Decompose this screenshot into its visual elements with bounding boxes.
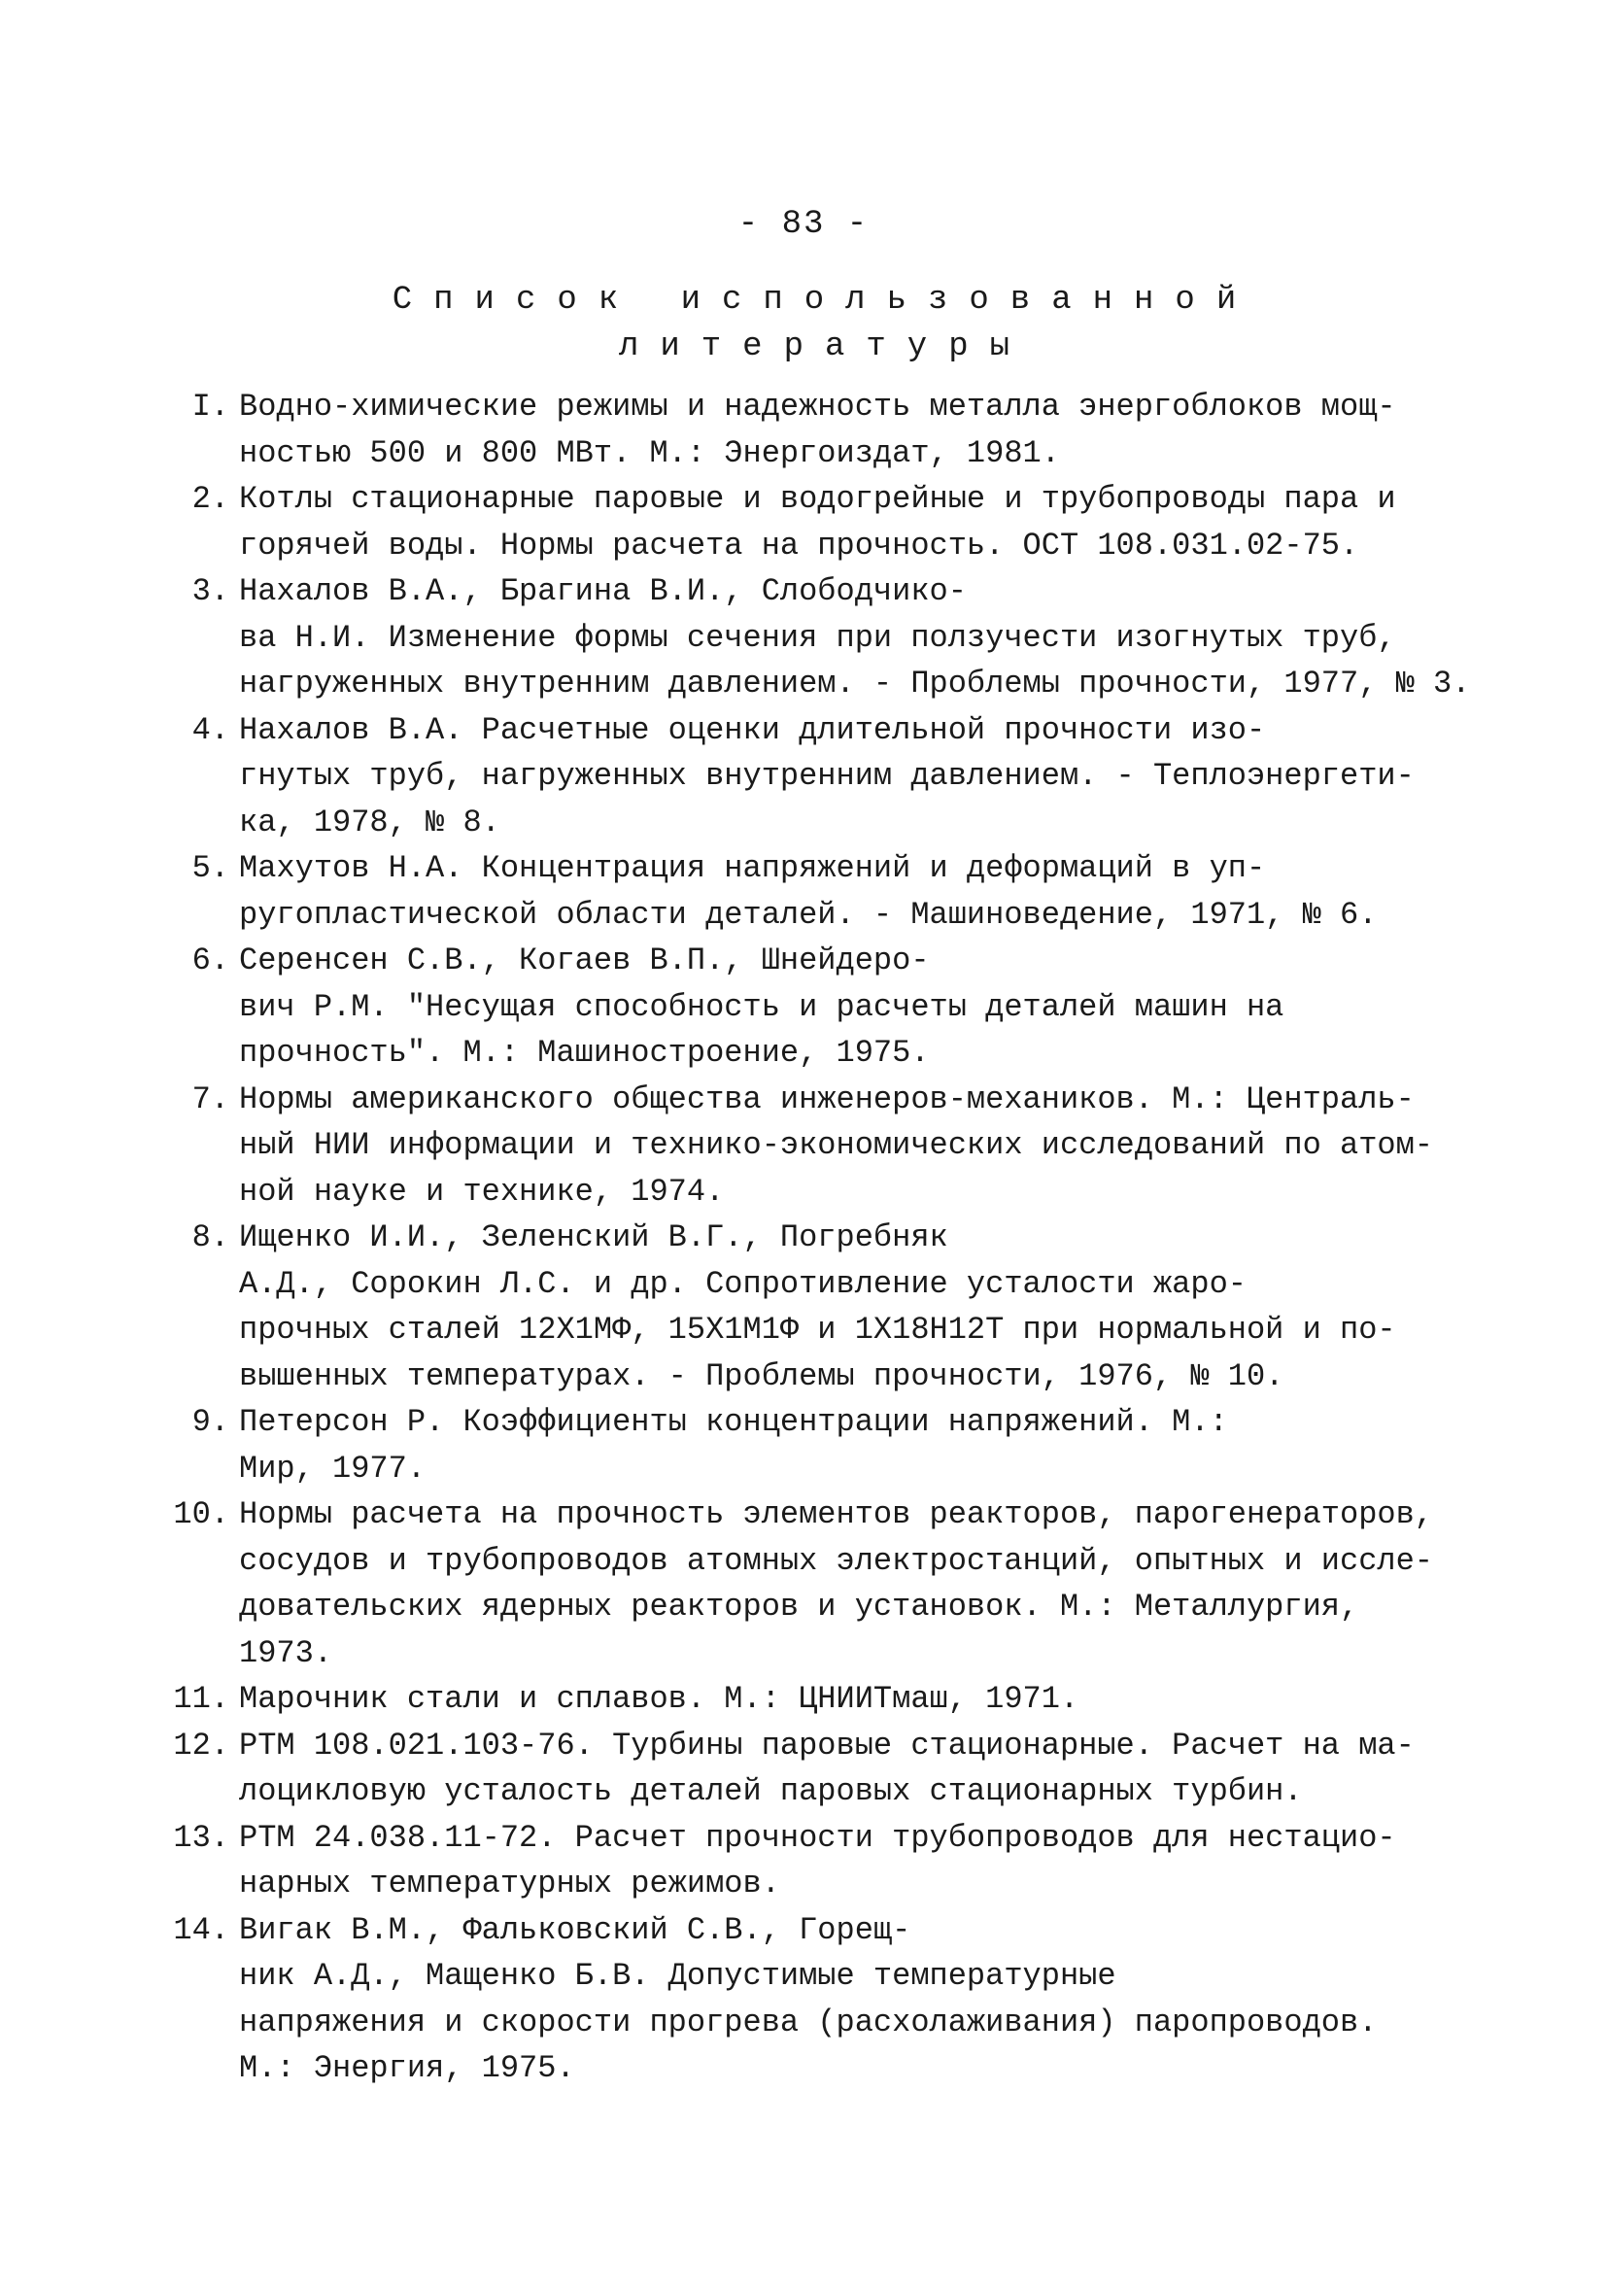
reference-line: ный НИИ информации и технико-экономических исследований по атом- (239, 1127, 1433, 1163)
reference-item (165, 1815, 1457, 1907)
reference-text (239, 707, 1457, 846)
reference-number: 13. (173, 1819, 229, 1856)
reference-item (165, 1399, 1457, 1491)
reference-text (239, 1215, 1457, 1399)
reference-item (165, 476, 1457, 568)
reference-item (165, 1077, 1457, 1216)
reference-item (165, 1676, 1457, 1723)
reference-line: сосудов и трубопроводов атомных электростанций, опытных и иссле- (239, 1542, 1433, 1579)
reference-line: ной науке и технике, 1974. (239, 1173, 725, 1210)
reference-item (165, 1491, 1457, 1676)
reference-item (165, 1215, 1457, 1399)
reference-line: Нахалов В.А., Брагина В.И., Слободчико- (239, 573, 967, 609)
reference-line: РТМ 24.038.11-72. Расчет прочности трубопроводов для нестацио- (239, 1819, 1396, 1856)
section-title-line-2: литературы (618, 328, 1032, 365)
reference-text (239, 1723, 1457, 1815)
reference-text (239, 476, 1457, 568)
reference-line: ник А.Д., Мащенко Б.В. Допустимые температурные (239, 1958, 1116, 1994)
reference-text (239, 1077, 1457, 1216)
reference-text (239, 1491, 1457, 1676)
reference-number: 6. (191, 942, 229, 978)
reference-line: гнутых труб, нагруженных внутренним давлением. - Теплоэнергети- (239, 758, 1415, 794)
reference-number: 9. (191, 1404, 229, 1440)
reference-line: Ищенко И.И., Зеленский В.Г., Погребняк (239, 1219, 948, 1255)
reference-number: 3. (191, 573, 229, 609)
reference-line: Мир, 1977. (239, 1450, 427, 1487)
reference-text (239, 1399, 1457, 1491)
reference-text (239, 1815, 1457, 1907)
reference-number: 11. (173, 1681, 229, 1717)
reference-line: Вигак В.М., Фальковский С.В., Горещ- (239, 1911, 911, 1948)
reference-line: ностью 500 и 800 МВт. М.: Энергоиздат, 1981. (239, 434, 1060, 471)
reference-item (165, 845, 1457, 938)
reference-line: Махутов Н.А. Концентрация напряжений и деформаций в уп- (239, 850, 1266, 886)
reference-line: нарных температурных режимов. (239, 1866, 780, 1902)
reference-line: Серенсен С.В., Когаев В.П., Шнейдеро- (239, 942, 930, 978)
reference-number: 10. (173, 1496, 229, 1532)
reference-line: РТМ 108.021.103-76. Турбины паровые стационарные. Расчет на ма- (239, 1727, 1415, 1764)
reference-number: I. (191, 389, 229, 425)
reference-line: довательских ядерных реакторов и установок. М.: Металлургия, (239, 1589, 1359, 1625)
reference-number: 7. (191, 1080, 229, 1117)
reference-line: Водно-химические режимы и надежность металла энергоблоков мощ- (239, 389, 1396, 425)
reference-line: горячей воды. Нормы расчета на прочность. ОСТ 108.031.02-75. (239, 527, 1359, 564)
reference-line: ка, 1978, № 8. (239, 804, 500, 840)
reference-list (165, 384, 1471, 2092)
reference-line: Марочник стали и сплавов. М.: ЦНИИТмаш, 1971. (239, 1681, 1079, 1717)
reference-line: М.: Энергия, 1975. (239, 2050, 575, 2086)
reference-line: вич Р.М. "Несущая способность и расчеты деталей машин на (239, 988, 1284, 1025)
reference-text (239, 1676, 1457, 1723)
reference-number: 8. (191, 1219, 229, 1255)
reference-number: 14. (173, 1911, 229, 1948)
reference-line: А.Д., Сорокин Л.С. и др. Сопротивление усталости жаро- (239, 1265, 1247, 1302)
reference-line: лоцикловую усталость деталей паровых стационарных турбин. (239, 1773, 1303, 1809)
reference-item (165, 707, 1457, 846)
reference-line: Нормы расчета на прочность элементов реакторов, парогенераторов, (239, 1496, 1433, 1532)
reference-line: прочных сталей 12Х1МФ, 15Х1М1Ф и 1Х18Н12Т при нормальной и по- (239, 1312, 1396, 1348)
reference-line: напряжения и скорости прогрева (расхолаживания) паропроводов. (239, 2004, 1378, 2040)
reference-text (239, 568, 1470, 707)
reference-number: 2. (191, 481, 229, 517)
reference-item (165, 1723, 1457, 1815)
reference-item (165, 938, 1457, 1077)
reference-text (239, 845, 1457, 938)
section-title-line-1: Список использованной (392, 282, 1258, 319)
reference-line: Нормы американского общества инженеров-механиков. М.: Централь- (239, 1080, 1415, 1117)
reference-line: ругопластической области деталей. - Машиноведение, 1971, № 6. (239, 896, 1378, 933)
reference-line: прочность". М.: Машиностроение, 1975. (239, 1035, 930, 1071)
reference-number: 12. (173, 1727, 229, 1764)
reference-number: 4. (191, 711, 229, 748)
reference-text (239, 938, 1457, 1077)
reference-line: Петерсон Р. Коэффициенты концентрации напряжений. М.: (239, 1404, 1228, 1440)
reference-line: Котлы стационарные паровые и водогрейные и трубопроводы пара и (239, 481, 1396, 517)
reference-text (239, 1907, 1457, 2092)
reference-item (165, 568, 1471, 707)
reference-item (165, 1907, 1457, 2092)
reference-line: Нахалов В.А. Расчетные оценки длительной прочности изо- (239, 711, 1266, 748)
reference-line: ва Н.И. Изменение формы сечения при ползучести изогнутых труб, (239, 619, 1396, 656)
reference-line: вышенных температурах. - Проблемы прочности, 1976, № 10. (239, 1357, 1284, 1394)
reference-text (239, 384, 1457, 476)
reference-item (165, 384, 1457, 476)
reference-line: нагруженных внутренним давлением. - Проблемы прочности, 1977, № 3. (239, 666, 1471, 702)
page-number: - 83 - (737, 206, 870, 243)
reference-line: 1973. (239, 1634, 333, 1671)
reference-number: 5. (191, 850, 229, 886)
